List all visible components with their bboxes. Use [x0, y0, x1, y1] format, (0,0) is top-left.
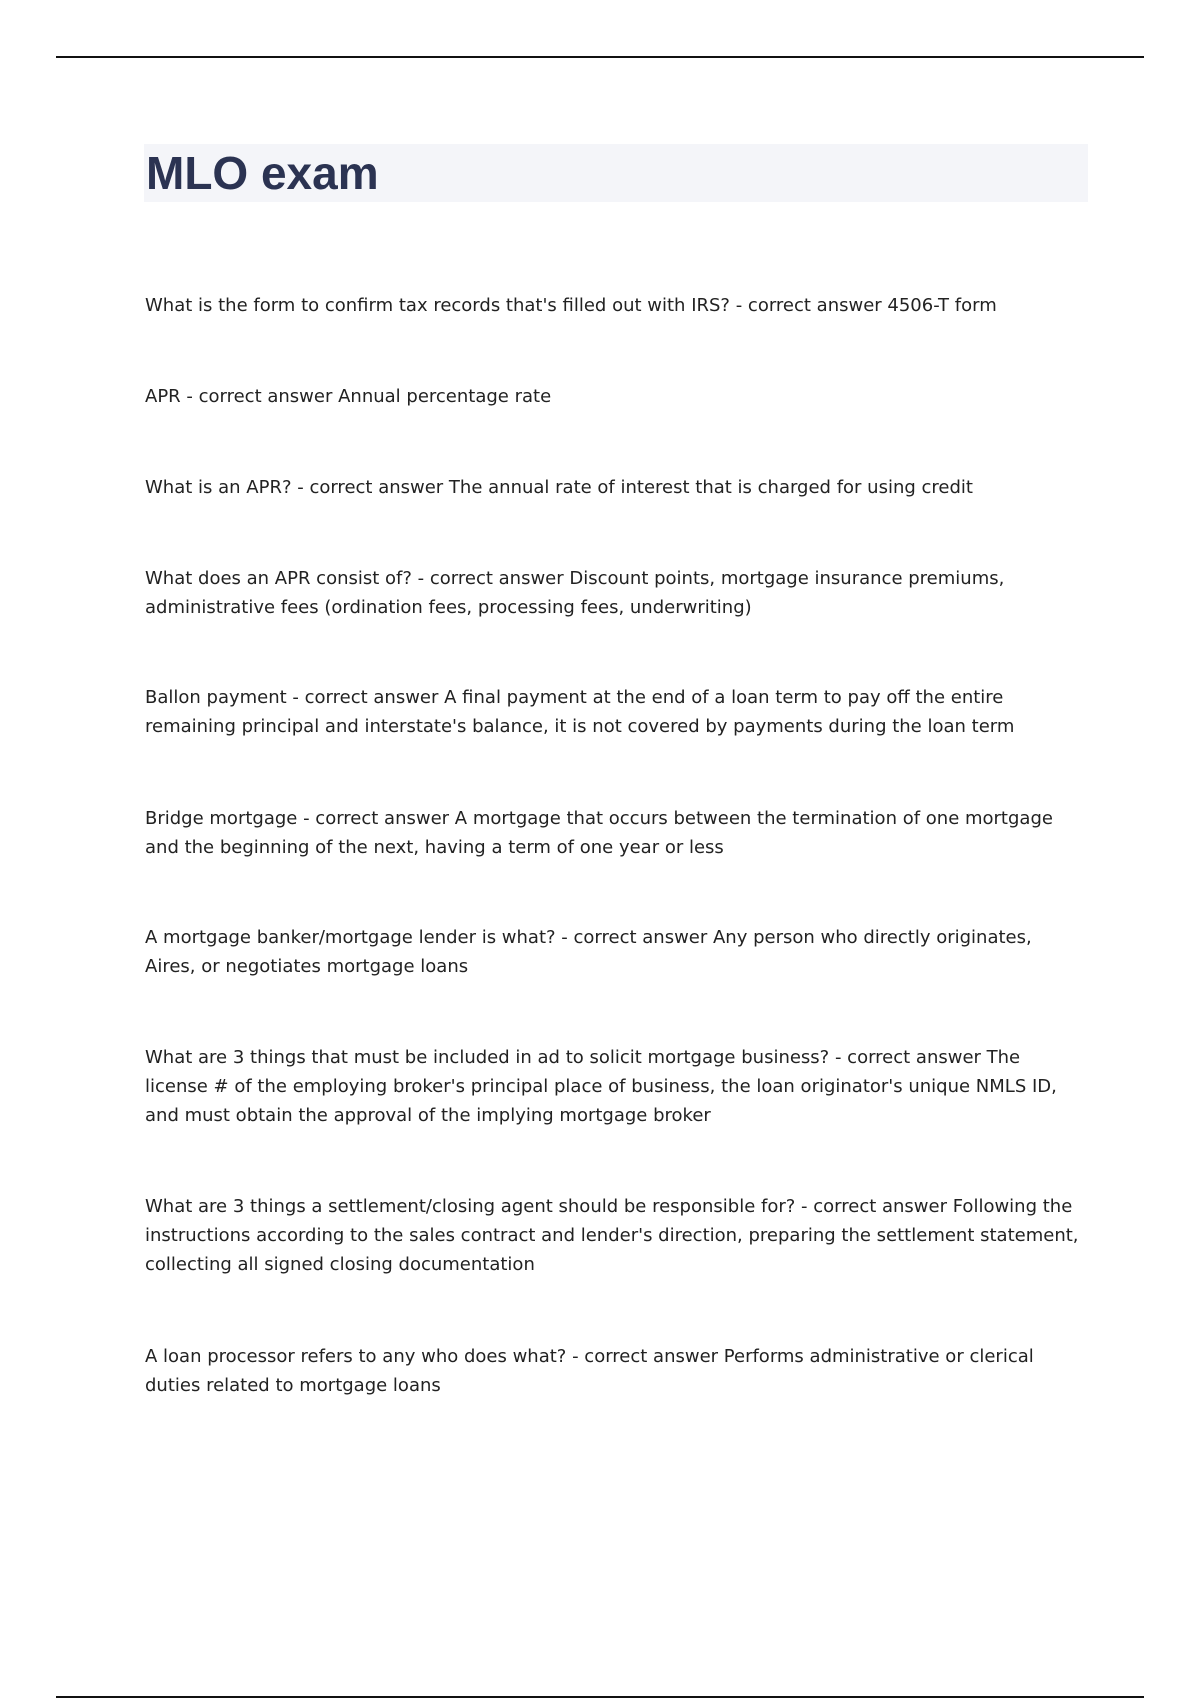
page-top-rule — [56, 56, 1144, 58]
qa-entry: A loan processor refers to any who does what? - correct answer Performs administrative or clerical duties related to mortgage loans — [145, 1346, 1034, 1396]
qa-entry: What is the form to confirm tax records that's filled out with IRS? - correct answer 4506-T form — [145, 295, 997, 316]
qa-entry: What are 3 things a settlement/closing agent should be responsible for? - correct answer Following the instructions according to the sales contract and lender's direction, preparing the settlement statement, collecting all signed closing documentation — [145, 1196, 1079, 1275]
qa-entry: Ballon payment - correct answer A final payment at the end of a loan term to pay off the entire remaining principal and interstate's balance, it is not covered by payments during the loan term — [145, 687, 1015, 737]
document-title: MLO exam — [146, 147, 379, 199]
qa-entry: APR - correct answer Annual percentage rate — [145, 386, 552, 407]
qa-entry: What are 3 things that must be included in ad to solicit mortgage business? - correct answer The license # of the employing broker's principal place of business, the loan originator's unique NMLS ID, and must obtain the approval of the implying mortgage broker — [145, 1047, 1057, 1126]
qa-entry: A mortgage banker/mortgage lender is what? - correct answer Any person who directly originates, Aires, or negotiates mortgage loans — [145, 927, 1032, 977]
qa-entry: What is an APR? - correct answer The annual rate of interest that is charged for using credit — [145, 477, 973, 498]
page-bottom-rule — [56, 1696, 1144, 1698]
qa-entry: What does an APR consist of? - correct answer Discount points, mortgage insurance premiums, administrative fees (ordination fees, processing fees, underwriting) — [145, 568, 1005, 618]
qa-entry: Bridge mortgage - correct answer A mortgage that occurs between the termination of one mortgage and the beginning of the next, having a term of one year or less — [145, 808, 1053, 858]
